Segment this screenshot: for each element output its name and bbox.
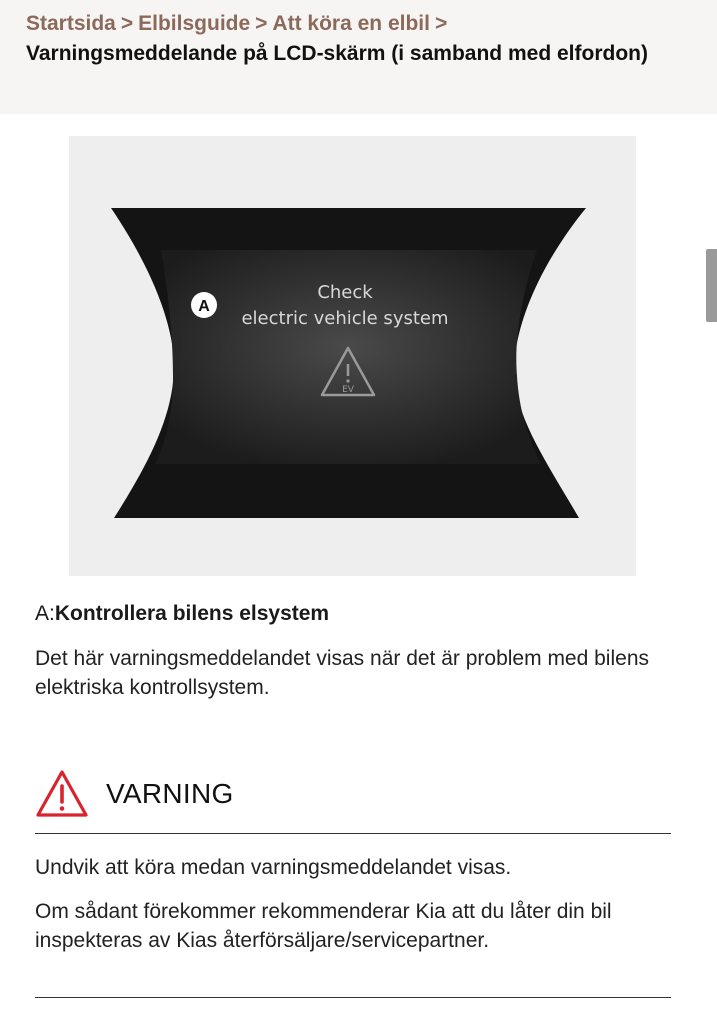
- page-header: [0, 0, 717, 114]
- warning-description: Det här varningsmeddelandet visas när det är problem med bilens elektriska kontrollsystem.: [35, 647, 649, 699]
- breadcrumb-separator: >: [120, 12, 134, 35]
- lcd-message-line1: Check: [317, 282, 373, 303]
- divider: [35, 997, 671, 998]
- callout-prefix: A:: [35, 602, 55, 625]
- lcd-message-line2: electric vehicle system: [241, 308, 449, 329]
- breadcrumb-link-driving[interactable]: Att köra en elbil: [272, 12, 430, 35]
- callout-a-letter: A: [198, 298, 210, 315]
- warning-paragraph-2: Om sådant förekommer rekommenderar Kia att du låter din bil inspekteras av Kias återförsäljare/servicepartner.: [35, 900, 612, 952]
- warning-triangle-icon: [35, 769, 89, 819]
- lcd-warning-illustration: [69, 136, 636, 576]
- breadcrumb-link-ev-guide[interactable]: Elbilsguide: [138, 12, 251, 35]
- breadcrumb-link-home[interactable]: Startsida: [26, 12, 116, 35]
- ev-icon-label: EV: [342, 385, 354, 395]
- warning-heading: [35, 768, 234, 820]
- divider: [35, 833, 671, 834]
- lcd-display-graphic: [69, 136, 636, 576]
- page-title: Varningsmeddelande på LCD-skärm (i samband med elfordon): [26, 42, 648, 65]
- breadcrumb-separator: >: [434, 12, 448, 35]
- breadcrumb-separator: >: [255, 12, 268, 35]
- warning-paragraph-1: Undvik att köra medan varningsmeddelandet visas.: [35, 856, 512, 879]
- breadcrumb: [26, 10, 691, 38]
- warning-title: VARNING: [106, 778, 234, 809]
- callout-a-caption: [35, 600, 329, 628]
- scrollbar-thumb[interactable]: [706, 249, 717, 322]
- callout-title: Kontrollera bilens elsystem: [54, 602, 330, 625]
